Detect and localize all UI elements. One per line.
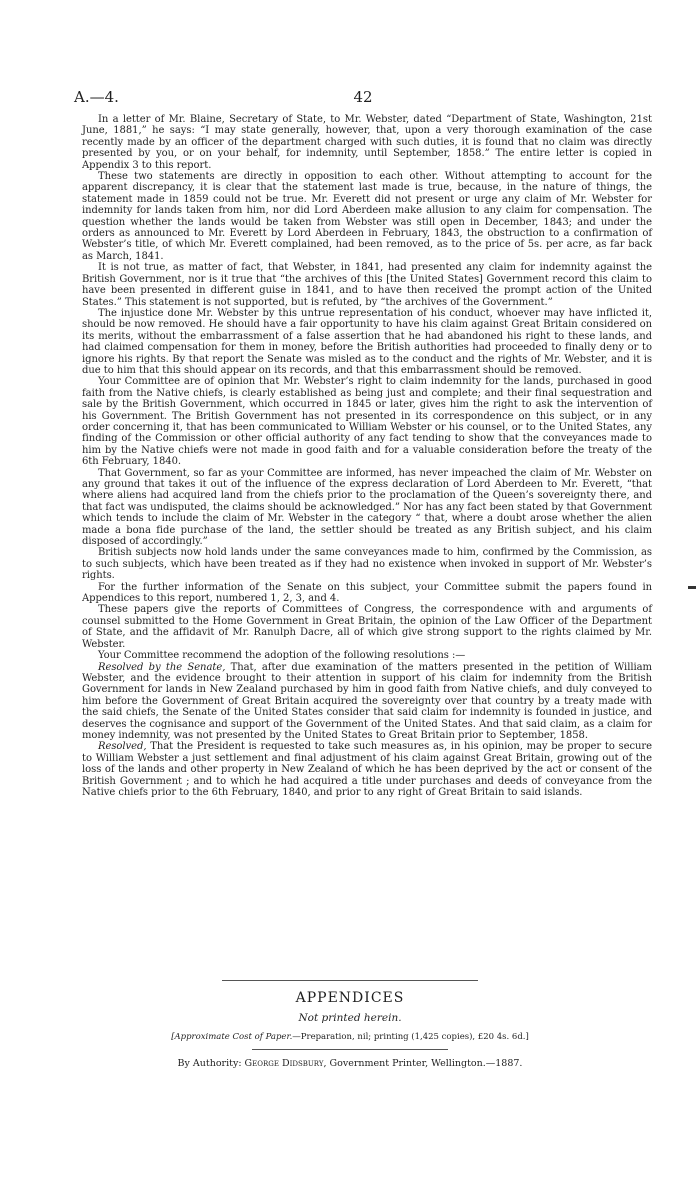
appendices-subtitle: Not printed herein. <box>298 1012 402 1024</box>
paragraph-further-information: For the further information of the Senate on this subject, your Committee submit the papers found in Appendices to this report, numbered 1, 2, 3, and 4. <box>82 581 652 605</box>
paragraph-british-subjects: British subjects now hold lands under the same conveyances made to him, confirmed by the Commission, as to such subjects, which have been treated as if they had no existence when invoked in support of Mr. Webster’s rights. <box>82 547 652 582</box>
resolution-president-lead: Resolved, <box>98 741 147 753</box>
page-header <box>74 88 652 108</box>
margin-mark <box>688 586 696 589</box>
paragraph-not-true: It is not true, as matter of fact, that Webster, in 1841, had presented any claim for indemnity against the British Government, nor is it true that “the archives of this [the United States] Government record this claim to have been presented in different guise in 1841, and to have then received the prompt action of the United States.” This statement is not supported, but is refuted, by “the archives of the Government.” <box>82 262 652 308</box>
section-divider <box>222 980 478 981</box>
resolution-senate <box>82 662 652 742</box>
document-reference: A.—4. <box>74 88 119 106</box>
resolution-senate-lead: Resolved by the Senate, <box>98 661 226 673</box>
cost-of-paper-note <box>0 1032 700 1042</box>
paragraph-opposing-statements: These two statements are directly in opposition to each other. Without attempting to account for the apparent discrepancy, it is clear that the statement last made is true, because, in the nature of things, the statement made in 1859 could not be true. Mr. Everett did not present or urge any claim of Mr. Webster for indemnity for lands taken from him, nor did Lord Aberdeen make allusion to any claim for compensation. The question whether the lands would be taken from Webster was still open in December, 1843; and under the orders as announced to Mr. Everett by Lord Aberdeen in February, 1843, the obstruction to a confirmation of Webster’s title, of which Mr. Everett complained, had been removed, as to the price of 5s. per acre, as far back as March, 1841. <box>82 171 652 262</box>
cost-note-text: —Preparation, nil; printing (1,425 copies), £20 4s. 6d.] <box>292 1032 529 1042</box>
paragraph-committee-opinion: Your Committee are of opinion that Mr. Webster’s right to claim indemnity for the lands, purchased in good faith from the Native chiefs, is clearly established as being just and complete; and their final sequestration and sale by the British Government, which occurred in 1845 or later, gives him the right to ask the intervention of his Government. The British Government has not presented in its correspondence on this subject, or in any order concerning it, that has been communicated to William Webster or his counsel, or to the United States, any finding of the Commission or other official authority of any fact tending to show that the conveyances made to him by the Native chiefs were not made in good faith and for a valuable consideration before the treaty of the 6th February, 1840. <box>82 376 652 468</box>
authority-suffix: , Government Printer, Wellington.—1887. <box>323 1058 523 1069</box>
resolution-senate-text: That, after due examination of the matters presented in the petition of William Webster, and the evidence brought to their attention in support of his claim for indemnity from the British Government for lands in New Zealand purchased by him in good faith from Native chiefs, and duly conveyed to him before the Government of Great Britain acquired the sovereignty over that country by a treaty made with the said chiefs, the Senate of the United States consider that said claim for indemnity is founded in justice, and deserves the cognisance and support of the Government of the United States. And that said claim, as a claim for money indemnity, was not presented by the United States to Great Britain prior to September, 1858. <box>82 661 652 741</box>
cost-note-lead: [Approximate Cost of Paper. <box>171 1032 293 1042</box>
paragraph-these-papers: These papers give the reports of Committees of Congress, the correspondence with and arguments of counsel submitted to the Home Government in Great Britain, the opinion of the Law Officer of the Department of State, and the affidavit of Mr. Ranulph Dacre, all of which give strong support to the rights claimed by Mr. Webster. <box>82 604 652 650</box>
authority-prefix: By Authority: <box>177 1058 242 1069</box>
resolution-president-text: That the President is requested to take such measures as, in his opinion, may be proper to secure to William Webster a just settlement and final adjustment of his claim against Great Britain, growing out of the loss of the lands and other property in New Zealand of which he has been deprived by the act or consent of the British Government ; and to which he had acquired a title under purchases and deeds of conveyance from the Native chiefs prior to the 6th February, 1840, and prior to any right of Great Britain to said islands. <box>82 741 652 798</box>
footer-divider <box>252 1049 448 1050</box>
paragraph-blaine-letter: In a letter of Mr. Blaine, Secretary of State, to Mr. Webster, dated “Department of State, Washington, 21st June, 1881,” he says: “I may state generally, however, that, upon a very thorough examination of the case recently made by an officer of the department charged with such duties, it is found that no claim was directly presented by you, or on your behalf, for indemnity, until September, 1858.” The entire letter is copied in Appendix 3 to this report. <box>82 114 652 171</box>
paragraph-recommend: Your Committee recommend the adoption of the following resolutions :— <box>98 650 466 662</box>
report-body <box>82 114 652 798</box>
printer-name: George Didsbury <box>244 1058 324 1069</box>
appendices-title: APPENDICES <box>295 990 405 1006</box>
paragraph-that-government: That Government, so far as your Committee are informed, has never impeached the claim of Mr. Webster on any ground that takes it out of the influence of the express declaration of Lord Aberdeen to Mr. Everett, “that where aliens had acquired land from the chiefs prior to the proclamation of the Queen’s sovereignty there, and that fact was undisputed, the claims should be acknowledged.” Nor has any fact been stated by that Government which tends to include the claim of Mr. Webster in the category “ that, where a doubt arose whether the alien made a bona fide purchase of the land, the settler should be treated as any British subject, and his claim disposed of accordingly.” <box>82 467 652 548</box>
resolution-president <box>82 741 652 798</box>
printer-authority <box>0 1058 700 1069</box>
paragraph-injustice: The injustice done Mr. Webster by this untrue representation of his conduct, whoever may have inflicted it, should be now removed. He should have a fair opportunity to have his claim against Great Britain considered on its merits, without the embarrassment of a false assertion that he had abandoned his right to these lands, and had claimed compensation for them in money, before the British authorities had proceeded to finally deny or to ignore his rights. By that report the Senate was misled as to the conduct and the rights of Mr. Webster, and it is due to him that this should appear on its records, and that this embarrassment should be removed. <box>82 307 652 376</box>
page-number: 42 <box>353 88 373 106</box>
